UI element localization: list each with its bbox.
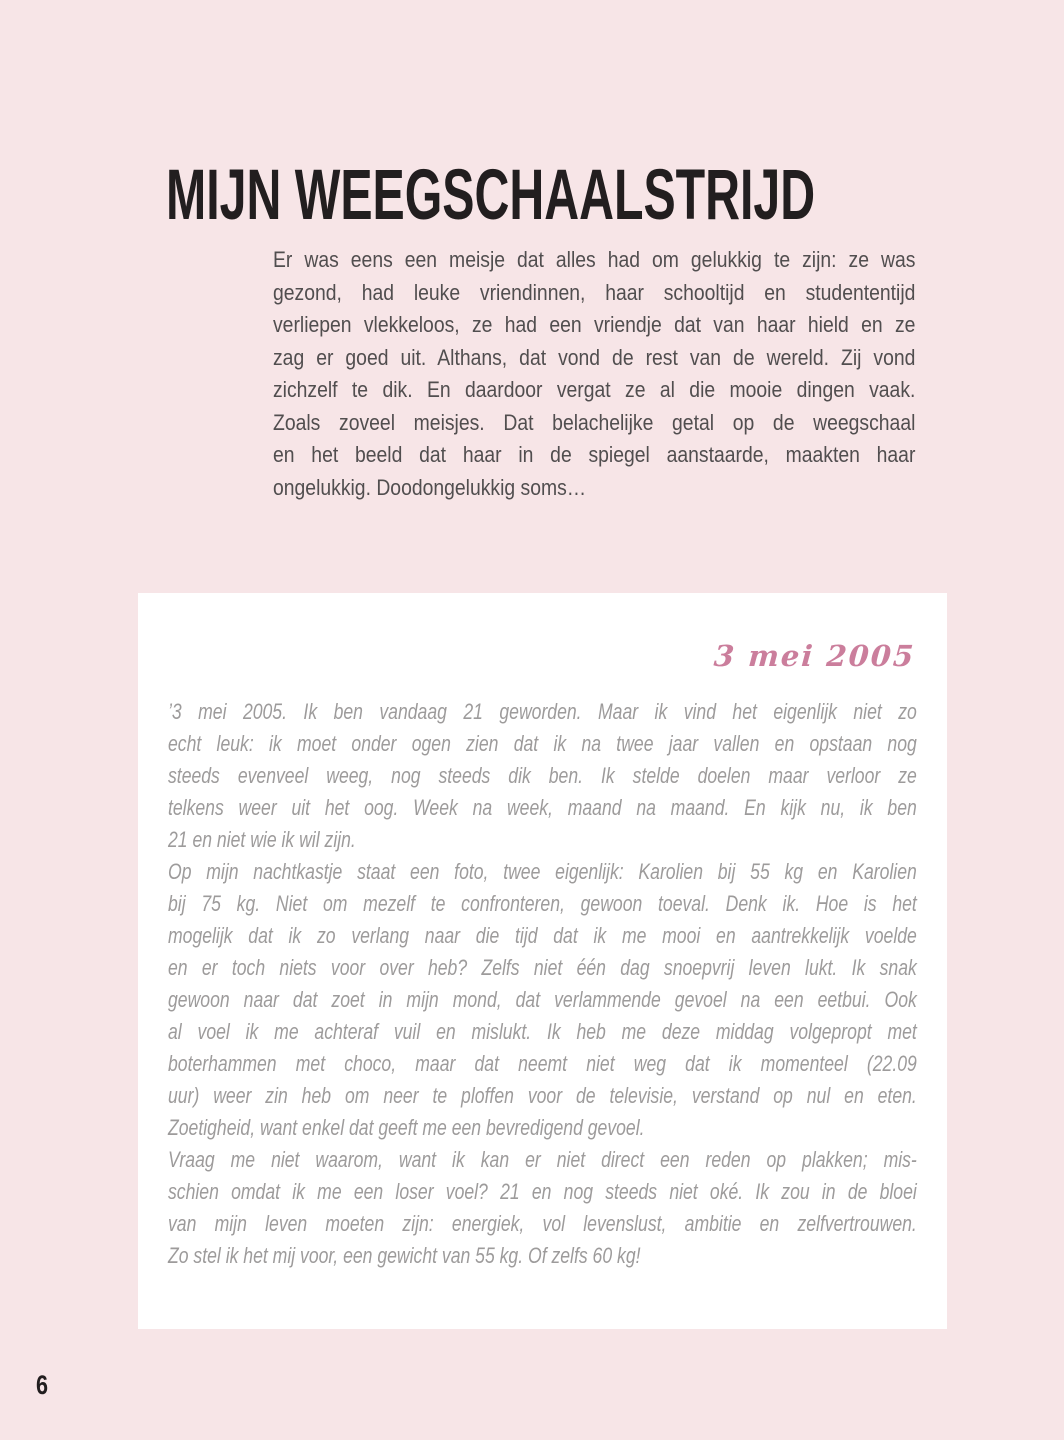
text-line: schien omdat ik me een loser voel? 21 en nog steeds niet oké. Ik zou in de bloei	[168, 1179, 917, 1204]
diary-entry-body	[168, 696, 917, 1272]
text-line: mogelijk dat ik zo verlang naar die tijd dat ik me mooi en aantrekkelijk voelde	[168, 923, 917, 948]
diary-paragraph-1	[168, 696, 917, 856]
text-line: boterhammen met choco, maar dat neemt niet weg dat ik momenteel (22.09	[168, 1051, 917, 1076]
chapter-title: MIJN WEEGSCHAALSTRIJD	[166, 155, 816, 235]
text-line: telkens weer uit het oog. Week na week, maand na maand. En kijk nu, ik ben	[168, 795, 917, 820]
text-line: Zo stel ik het mij voor, een gewicht van 55 kg. Of zelfs 60 kg!	[168, 1243, 641, 1268]
text-line: gewoon naar dat zoet in mijn mond, dat verlammende gevoel na een eetbui. Ook	[168, 987, 917, 1012]
text-line: en het beeld dat haar in de spiegel aanstaarde, maakten haar	[273, 442, 916, 467]
text-line: ’3 mei 2005. Ik ben vandaag 21 geworden. Maar ik vind het eigenlijk niet zo	[168, 699, 917, 724]
text-line: Zoals zoveel meisjes. Dat belachelijke getal op de weegschaal	[273, 409, 916, 435]
diary-paragraph-2	[168, 856, 917, 1144]
text-line: uur) weer zin heb om neer te ploffen voor de televisie, verstand op nul en eten.	[168, 1083, 917, 1108]
text-line: Zoetigheid, want enkel dat geeft me een bevredigend gevoel.	[168, 1115, 645, 1140]
text-line: al voel ik me achteraf vuil en mislukt. Ik heb me deze middag volgepropt met	[168, 1019, 917, 1044]
page-number: 6	[36, 1370, 49, 1400]
text-line: steeds evenveel weeg, nog steeds dik ben. Ik stelde doelen maar verloor ze	[168, 763, 917, 788]
text-line: gezond, had leuke vriendinnen, haar schooltijd en studententijd	[273, 279, 916, 305]
text-line: Er was eens een meisje dat alles had om gelukkig te zijn: ze was	[273, 247, 916, 272]
text-line: ongelukkig. Doodongelukkig soms…	[273, 474, 587, 500]
diary-card	[138, 593, 947, 1329]
text-line: echt leuk: ik moet onder ogen zien dat ik na twee jaar vallen en opstaan nog	[168, 731, 917, 756]
text-line: verliepen vlekkeloos, ze had een vriendje dat van haar hield en ze	[273, 312, 916, 337]
text-line: van mijn leven moeten zijn: energiek, vol levenslust, ambitie en zelfvertrouwen.	[168, 1211, 917, 1236]
text-line: en er toch niets voor over heb? Zelfs niet één dag snoepvrij leven lukt. Ik snak	[168, 955, 917, 980]
text-line: 21 en niet wie ik wil zijn.	[168, 827, 356, 852]
text-line: Vraag me niet waarom, want ik kan er niet direct een reden op plakken; mis-	[168, 1147, 917, 1172]
text-line: Op mijn nachtkastje staat een foto, twee eigenlijk: Karolien bij 55 kg en Karolien	[168, 859, 917, 884]
diary-entry-date: 3 mei 2005	[712, 639, 917, 673]
intro-paragraph	[273, 244, 915, 504]
text-line: zichzelf te dik. En daardoor vergat ze al die mooie dingen vaak.	[273, 377, 916, 402]
text-line: zag er goed uit. Althans, dat vond de rest van de wereld. Zij vond	[273, 344, 916, 370]
text-line: bij 75 kg. Niet om mezelf te confronteren, gewoon toeval. Denk ik. Hoe is het	[168, 891, 917, 916]
diary-paragraph-3	[168, 1144, 917, 1272]
